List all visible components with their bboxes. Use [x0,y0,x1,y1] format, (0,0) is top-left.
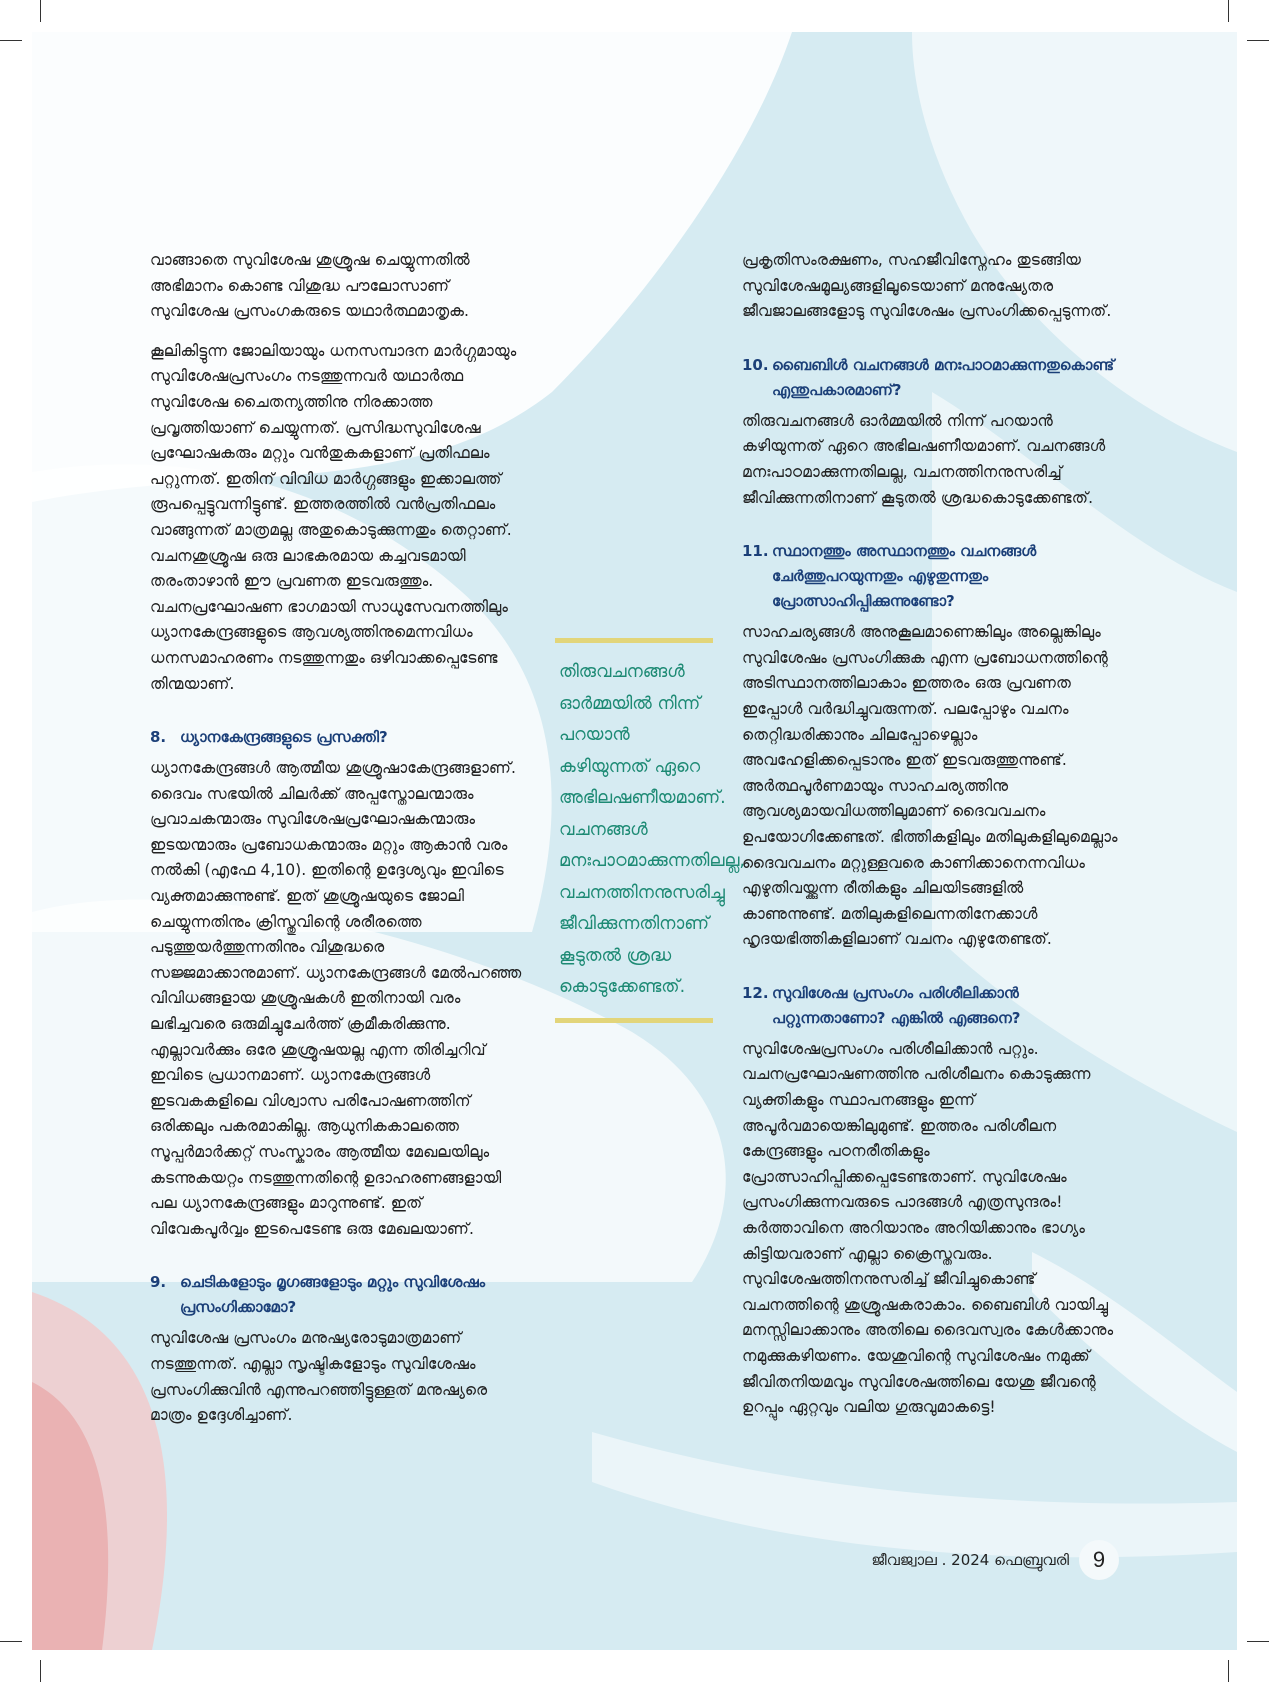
publication-info: ജീവജ്വാല . 2024 ഫെബ്രുവരി [871,1551,1069,1569]
question-heading [742,981,1120,1031]
question-text: ധ്യാനകേന്ദ്രങ്ങളുടെ പ്രസക്തി? [180,728,388,747]
question-heading [742,539,1120,614]
page-number: 9 [1079,1540,1119,1580]
question-heading [150,1270,525,1320]
question-number: 12. [742,983,769,1002]
question-heading [742,353,1120,403]
question-number: 10. [742,355,769,374]
paragraph: സാഹചര്യങ്ങൾ അനുകൂലമാണെങ്കിലും അല്ലെങ്കിലും സുവിശേഷം പ്രസംഗിക്കുക എന്ന പ്രബോധനത്തിന്റെ അടിസ്ഥാനത്തിലാകാം ഇത്തരം ഒരു പ്രവണത ഇപ്പോൾ വർദ്ധിച്ചുവരുന്നത്. പലപ്പോഴും വചനം തെറ്റിദ്ധരിക്കാനും ചിലപ്പോഴെല്ലാം അവഹേളിക്കപ്പെടാനും ഇത് ഇടവരുത്തുന്നുണ്ട്. അർത്ഥപൂർണമായും സാഹചര്യത്തിനു ആവശ്യമായവിധത്തിലുമാണ് ദൈവവചനം ഉപയോഗിക്കേണ്ടത്. ഭിത്തികളിലും മതിലുകളിലുമെല്ലാം ദൈവവചനം മറ്റുള്ളവരെ കാണിക്കാനെന്നവിധം എഴുതിവയ്ക്കുന്ന രീതികളും ചിലയിടങ്ങളിൽ കാണുന്നുണ്ട്. മതിലുകളിലെന്നതിനേക്കാൾ ഹൃദയഭിത്തികളിലാണ് വചനം എഴുതേണ്ടത്. [742,623,1118,949]
question-number: 11. [742,542,769,561]
paragraph: പ്രകൃതിസംരക്ഷണം, സഹജീവിസ്നേഹം തുടങ്ങിയ സുവിശേഷമൂല്യങ്ങളിലൂടെയാണ് മനുഷ്യേതര ജീവജാലങ്ങളോടു സുവിശേഷം പ്രസംഗിക്കപ്പെടുന്നത്. [742,251,1112,321]
pull-quote [555,638,745,1023]
paragraph: സുവിശേഷ പ്രസംഗം മനുഷ്യരോടുമാത്രമാണ് നടത്തുന്നത്. എല്ലാ സൃഷ്ടികളോടും സുവിശേഷം പ്രസംഗിക്കുവിൻ എന്നുപറഞ്ഞിട്ടുള്ളത് മനുഷ്യരെ മാത്രം ഉദ്ദേശിച്ചാണ്. [150,1329,488,1425]
paragraph: കൂലികിട്ടുന്ന ജോലിയായും ധനസമ്പാദന മാർഗ്ഗമായും സുവിശേഷപ്രസംഗം നടത്തുന്നവർ യഥാർത്ഥ സുവിശേഷ ചൈതന്യത്തിനു നിരക്കാത്ത പ്രവൃത്തിയാണ് ചെയ്യുന്നത്. പ്രസിദ്ധസുവിശേഷ പ്രഘോഷകരും മറ്റും വൻതുകകളാണ് പ്രതിഫലം പറ്റുന്നത്. ഇതിന് വിവിധ മാർഗ്ഗങ്ങളും ഇക്കാലത്ത് രൂപപ്പെട്ടുവന്നിട്ടുണ്ട്. ഇത്തരത്തിൽ വൻപ്രതിഫലം വാങ്ങുന്നത് മാത്രമല്ല അതുകൊടുക്കുന്നതും തെറ്റാണ്. വചനശുശ്രൂഷ ഒരു ലാഭകരമായ കച്ചവടമായി തരംതാഴാൻ ഈ പ്രവണത ഇടവരുത്തും. വചനപ്രഘോഷണ ഭാഗമായി സാധുസേവനത്തിലും ധ്യാനകേന്ദ്രങ്ങളുടെ ആവശ്യത്തിനുമെന്നവിധം ധനസമാഹരണം നടത്തുന്നതും ഒഴിവാക്കപ്പെടേണ്ട തിന്മയാണ്. [150,341,517,693]
page-footer [871,1540,1119,1580]
crop-mark [40,0,41,22]
question-number: 9. [150,1273,167,1292]
crop-mark [0,1641,22,1642]
question-heading [150,725,525,750]
crop-mark [1247,40,1269,41]
question-text: ബൈബിൾ വചനങ്ങൾ മനഃപാഠമാക്കുന്നതുകൊണ്ട് എന്തുപകാരമാണ്? [772,355,1115,399]
paragraph: ധ്യാനകേന്ദ്രങ്ങൾ ആത്മീയ ശുശ്രൂഷാകേന്ദ്രങ്ങളാണ്. ദൈവം സഭയിൽ ചിലർക്ക് അപ്പസ്തോലന്മാരും പ്രവാചകന്മാരും സുവിശേഷപ്രഘോഷകന്മാരും ഇടയന്മാരും പ്രബോധകന്മാരും മറ്റും ആകാൻ വരം നൽകി (എഫേ 4,10). ഇതിന്റെ ഉദ്ദേശ്യവും ഇവിടെ വ്യക്തമാക്കുന്നുണ്ട്. ഇത് ശുശ്രൂഷയുടെ ജോലി ചെയ്യുന്നതിനും ക്രിസ്തുവിന്റെ ശരീരത്തെ പടുത്തുയർത്തുന്നതിനും വിശുദ്ധരെ സജ്ജമാക്കാനുമാണ്. ധ്യാനകേന്ദ്രങ്ങൾ മേൽപറഞ്ഞ വിവിധങ്ങളായ ശുശ്രൂഷകൾ ഇതിനായി വരം ലഭിച്ചവരെ ഒരുമിച്ചുചേർത്ത് ക്രമീകരിക്കുന്നു. എല്ലാവർക്കും ഒരേ ശുശ്രൂഷയല്ല എന്ന തിരിച്ചറിവ് ഇവിടെ പ്രധാനമാണ്. ധ്യാനകേന്ദ്രങ്ങൾ ഇടവകകളിലെ വിശ്വാസ പരിപോഷണത്തിന് ഒരിക്കലും പകരമാകില്ല. ആധുനികകാലത്തെ സൂപ്പർമാർക്കറ്റ് സംസ്കാരം ആത്മീയ മേഖലയിലും കടന്നുകയറ്റം നടത്തുന്നതിന്റെ ഉദാഹരണങ്ങളായി പല ധ്യാനകേന്ദ്രങ്ങളും മാറുന്നുണ്ട്. ഇത് വിവേകപൂർവ്വം ഇടപെടേണ്ട ഒരു മേഖലയാണ്. [150,759,522,1238]
crop-mark [0,40,22,41]
crop-mark [1228,1660,1229,1682]
left-column [150,248,525,1443]
crop-mark [40,1660,41,1682]
right-column [742,248,1120,1435]
question-text: സുവിശേഷ പ്രസംഗം പരിശീലിക്കാൻ പറ്റുന്നതാണോ? എങ്കിൽ എങ്ങനെ? [772,983,1021,1027]
question-text: സ്ഥാനത്തും അസ്ഥാനത്തും വചനങ്ങൾ ചേർത്തുപറയുന്നതും എഴുതുന്നതും പ്രോത്സാഹിപ്പിക്കുന്നുണ്ടോ? [772,542,1037,611]
pull-quote-text: തിരുവചനങ്ങൾ ഓർമ്മയിൽ നിന്ന് പറയാൻ കഴിയുന്നത് ഏറെ അഭിലഷണീയമാണ്. വചനങ്ങൾ മനഃപാഠമാക്കുന്നതിലല്ല, വചനത്തിനനുസരിച്ചു ജീവിക്കുന്നതിനാണ് കൂടുതൽ ശ്രദ്ധ കൊടുക്കേണ്ടത്. [559,662,745,997]
question-number: 8. [150,728,167,747]
paragraph: വാങ്ങാതെ സുവിശേഷ ശുശ്രൂഷ ചെയ്യുന്നതിൽ അഭിമാനം കൊണ്ട വിശുദ്ധ പൗലോസാണ് സുവിശേഷ പ്രസംഗകരുടെ യഥാർത്ഥമാതൃക. [150,251,470,321]
crop-mark [1228,0,1229,22]
paragraph: തിരുവചനങ്ങൾ ഓർമ്മയിൽ നിന്ന് പറയാൻ കഴിയുന്നത് ഏറെ അഭിലഷണീയമാണ്. വചനങ്ങൾ മനഃപാഠമാക്കുന്നതിലല്ല, വചനത്തിനനുസരിച്ച് ജീവിക്കുന്നതിനാണ് കൂടുതൽ ശ്രദ്ധകൊടുക്കേണ്ടത്. [742,411,1106,507]
question-text: ചെടികളോടും മൃഗങ്ങളോടും മറ്റും സുവിശേഷം പ്രസംഗിക്കാമോ? [180,1273,485,1317]
crop-mark [1247,1641,1269,1642]
paragraph: സുവിശേഷപ്രസംഗം പരിശീലിക്കാൻ പറ്റും. വചനപ്രഘോഷണത്തിനു പരിശീലനം കൊടുക്കുന്ന വ്യക്തികളും സ്ഥാപനങ്ങളും ഇന്ന് അപൂർവമായെങ്കിലുമുണ്ട്. ഇത്തരം പരിശീലന കേന്ദ്രങ്ങളും പഠനരീതികളും പ്രോത്സാഹിപ്പിക്കപ്പെടേണ്ടതാണ്. സുവിശേഷം പ്രസംഗിക്കുന്നവരുടെ പാദങ്ങൾ എത്രസുന്ദരം! കർത്താവിനെ അറിയാനും അറിയിക്കാനും ഭാഗ്യം കിട്ടിയവരാണ് എല്ലാ ക്രൈസ്തവരും. സുവിശേഷത്തിനനുസരിച്ച് ജീവിച്ചുകൊണ്ട് വചനത്തിന്റെ ശുശ്രൂഷകരാകാം. ബൈബിൾ വായിച്ചു മനസ്സിലാക്കാനും അതിലെ ദൈവസ്വരം കേൾക്കാനും നമുക്കുകഴിയണം. യേശുവിന്റെ സുവിശേഷം നമുക്ക് ജീവിതനിയമവും സുവിശേഷത്തിലെ യേശു ജീവന്റെ ഉറപ്പും ഏറ്റവും വലിയ ഗുരുവുമാകട്ടെ! [742,1039,1114,1417]
pull-quote-bottom-bar [555,1018,713,1023]
